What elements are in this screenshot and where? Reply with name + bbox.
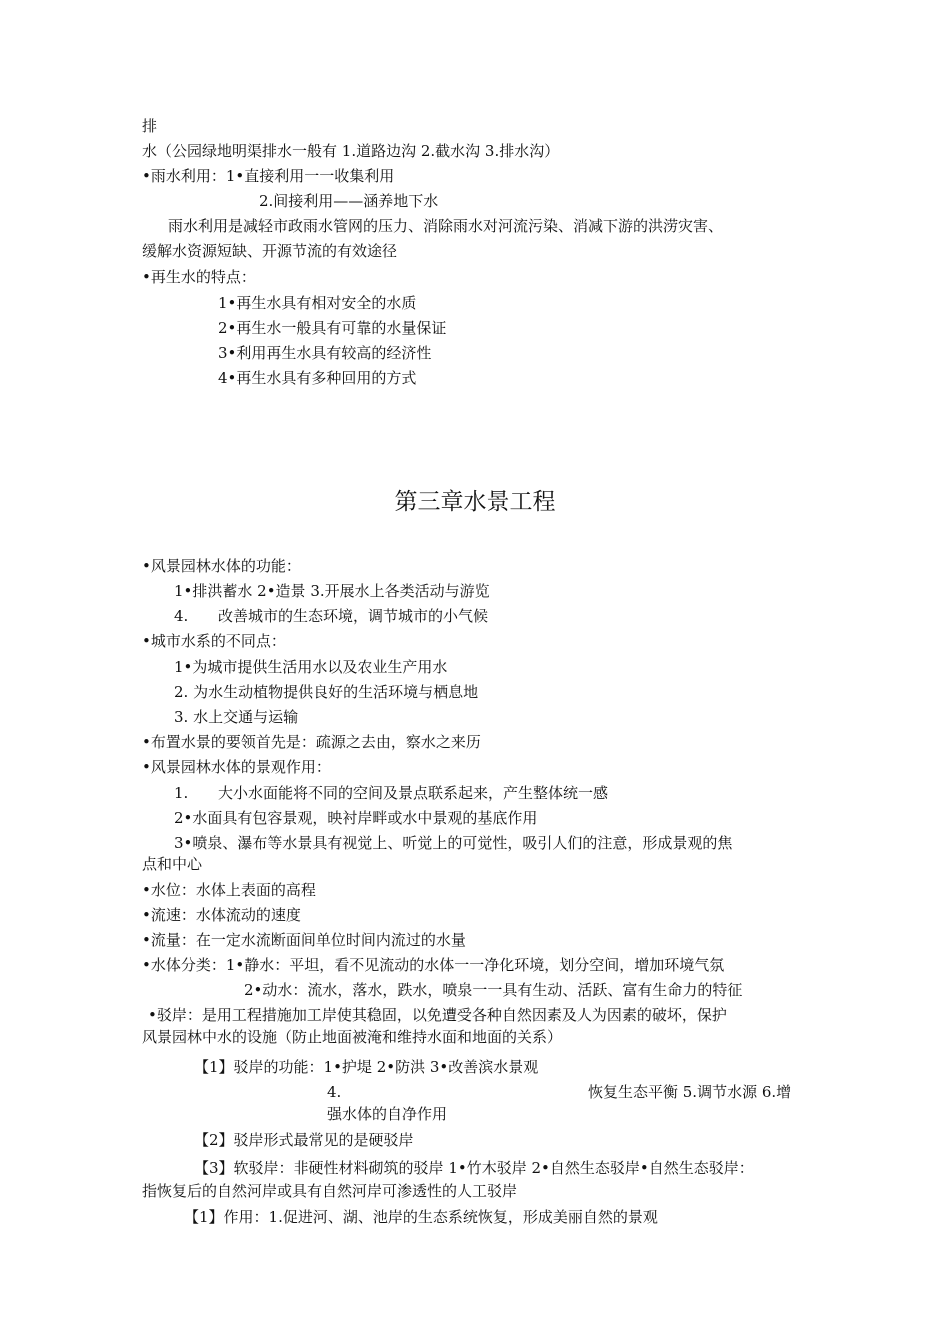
text-line-revetment-definition-1: •驳岸：是用工程措施加工岸使其稳固，以免遭受各种自然因素及人为因素的破坏，保护 — [148, 1006, 727, 1024]
text-line-drainage-types: 水（公园绿地明渠排水一般有 1.道路边沟 2.截水沟 3.排水沟） — [142, 142, 560, 160]
text-line-layout-principle: •布置水景的要领首先是：疏源之去由，察水之来历 — [142, 733, 481, 751]
text-line-reclaimed-water-heading: •再生水的特点： — [142, 268, 256, 286]
text-line-revetment-form: 【2】驳岸形式最常见的是硬驳岸 — [194, 1131, 414, 1149]
text-line-landscape-role-3-cont: 点和中心 — [142, 855, 203, 873]
text-line-reclaimed-water-1: 1•再生水具有相对安全的水质 — [218, 294, 417, 312]
text-line-water-classification-1: •水体分类：1•静水：平坦，看不见流动的水体一一净化环境，划分空间，增加环境气氛 — [142, 956, 725, 974]
text-line-revetment-function-3: 强水体的自净作用 — [327, 1105, 448, 1123]
text-line-landscape-role-3: 3•喷泉、瀑布等水景具有视觉上、听觉上的可觉性，吸引人们的注意，形成景观的焦 — [174, 834, 733, 852]
text-line-urban-water-3: 3. 水上交通与运输 — [174, 708, 299, 726]
text-line-revetment-function-2: 恢复生态平衡 5.调节水源 6.增 — [588, 1083, 792, 1101]
text-line-urban-water-heading: •城市水系的不同点： — [142, 632, 286, 650]
text-line-reclaimed-water-4: 4•再生水具有多种回用的方式 — [218, 369, 417, 387]
text-line-rainwater-purpose-2: 缓解水资源短缺、开源节流的有效途径 — [142, 242, 398, 260]
text-line-flow-speed: •流速：水体流动的速度 — [142, 906, 301, 924]
text-line-water-functions-number: 4. — [174, 607, 189, 625]
text-line-reclaimed-water-2: 2•再生水一般具有可靠的水量保证 — [218, 319, 447, 337]
text-line-flow-rate: •流量：在一定水流断面间单位时间内流过的水量 — [142, 931, 466, 949]
text-line-rainwater-purpose-1: 雨水利用是减轻市政雨水管网的压力、消除雨水对河流污染、消减下游的洪涝灾害、 — [168, 217, 724, 235]
text-line-water-functions-heading: •风景园林水体的功能： — [142, 557, 301, 575]
text-line-urban-water-2: 2. 为水生动植物提供良好的生活环境与栖息地 — [174, 683, 479, 701]
text-line-revetment-function-number: 4. — [327, 1083, 342, 1101]
text-line-reclaimed-water-3: 3•利用再生水具有较高的经济性 — [218, 344, 432, 362]
text-line-revetment-definition-2: 风景园林中水的设施（防止地面被淹和维持水面和地面的关系） — [142, 1028, 563, 1046]
text-line-landscape-role-number: 1. — [174, 784, 189, 802]
text-line-water-functions-2: 改善城市的生态环境，调节城市的小气候 — [218, 607, 489, 625]
text-line-water-functions-1: 1•排洪蓄水 2•造景 3.开展水上各类活动与游览 — [174, 582, 490, 600]
text-line-soft-revetment-role: 【1】作用：1.促进河、湖、池岸的生态系统恢复，形成美丽自然的景观 — [184, 1208, 658, 1226]
text-line-landscape-role-1: 大小水面能将不同的空间及景点联系起来，产生整体统一感 — [218, 784, 609, 802]
text-line-urban-water-1: 1•为城市提供生活用水以及农业生产用水 — [174, 658, 448, 676]
text-line-rainwater-use-2: 2.间接利用——涵养地下水 — [259, 192, 439, 210]
text-line-soft-revetment-1: 【3】软驳岸：非硬性材料砌筑的驳岸 1•竹木驳岸 2•自然生态驳岸•自然生态驳岸： — [194, 1159, 754, 1177]
text-line-landscape-role-2: 2•水面具有包容景观，映衬岸畔或水中景观的基底作用 — [174, 809, 538, 827]
text-line-soft-revetment-2: 指恢复后的自然河岸或具有自然河岸可渗透性的人工驳岸 — [142, 1182, 518, 1200]
text-line-drainage-char: 排 — [142, 117, 158, 135]
text-line-landscape-role-heading: •风景园林水体的景观作用： — [142, 758, 331, 776]
text-line-rainwater-use-1: •雨水利用：1•直接利用一一收集利用 — [142, 167, 395, 185]
chapter-title: 第三章水景工程 — [394, 489, 556, 515]
text-line-water-classification-2: 2•动水：流水，落水，跌水，喷泉一一具有生动、活跃、富有生命力的特征 — [244, 981, 743, 999]
text-line-water-level: •水位：水体上表面的高程 — [142, 881, 316, 899]
text-line-revetment-function-1: 【1】驳岸的功能：1•护堤 2•防洪 3•改善滨水景观 — [194, 1058, 539, 1076]
